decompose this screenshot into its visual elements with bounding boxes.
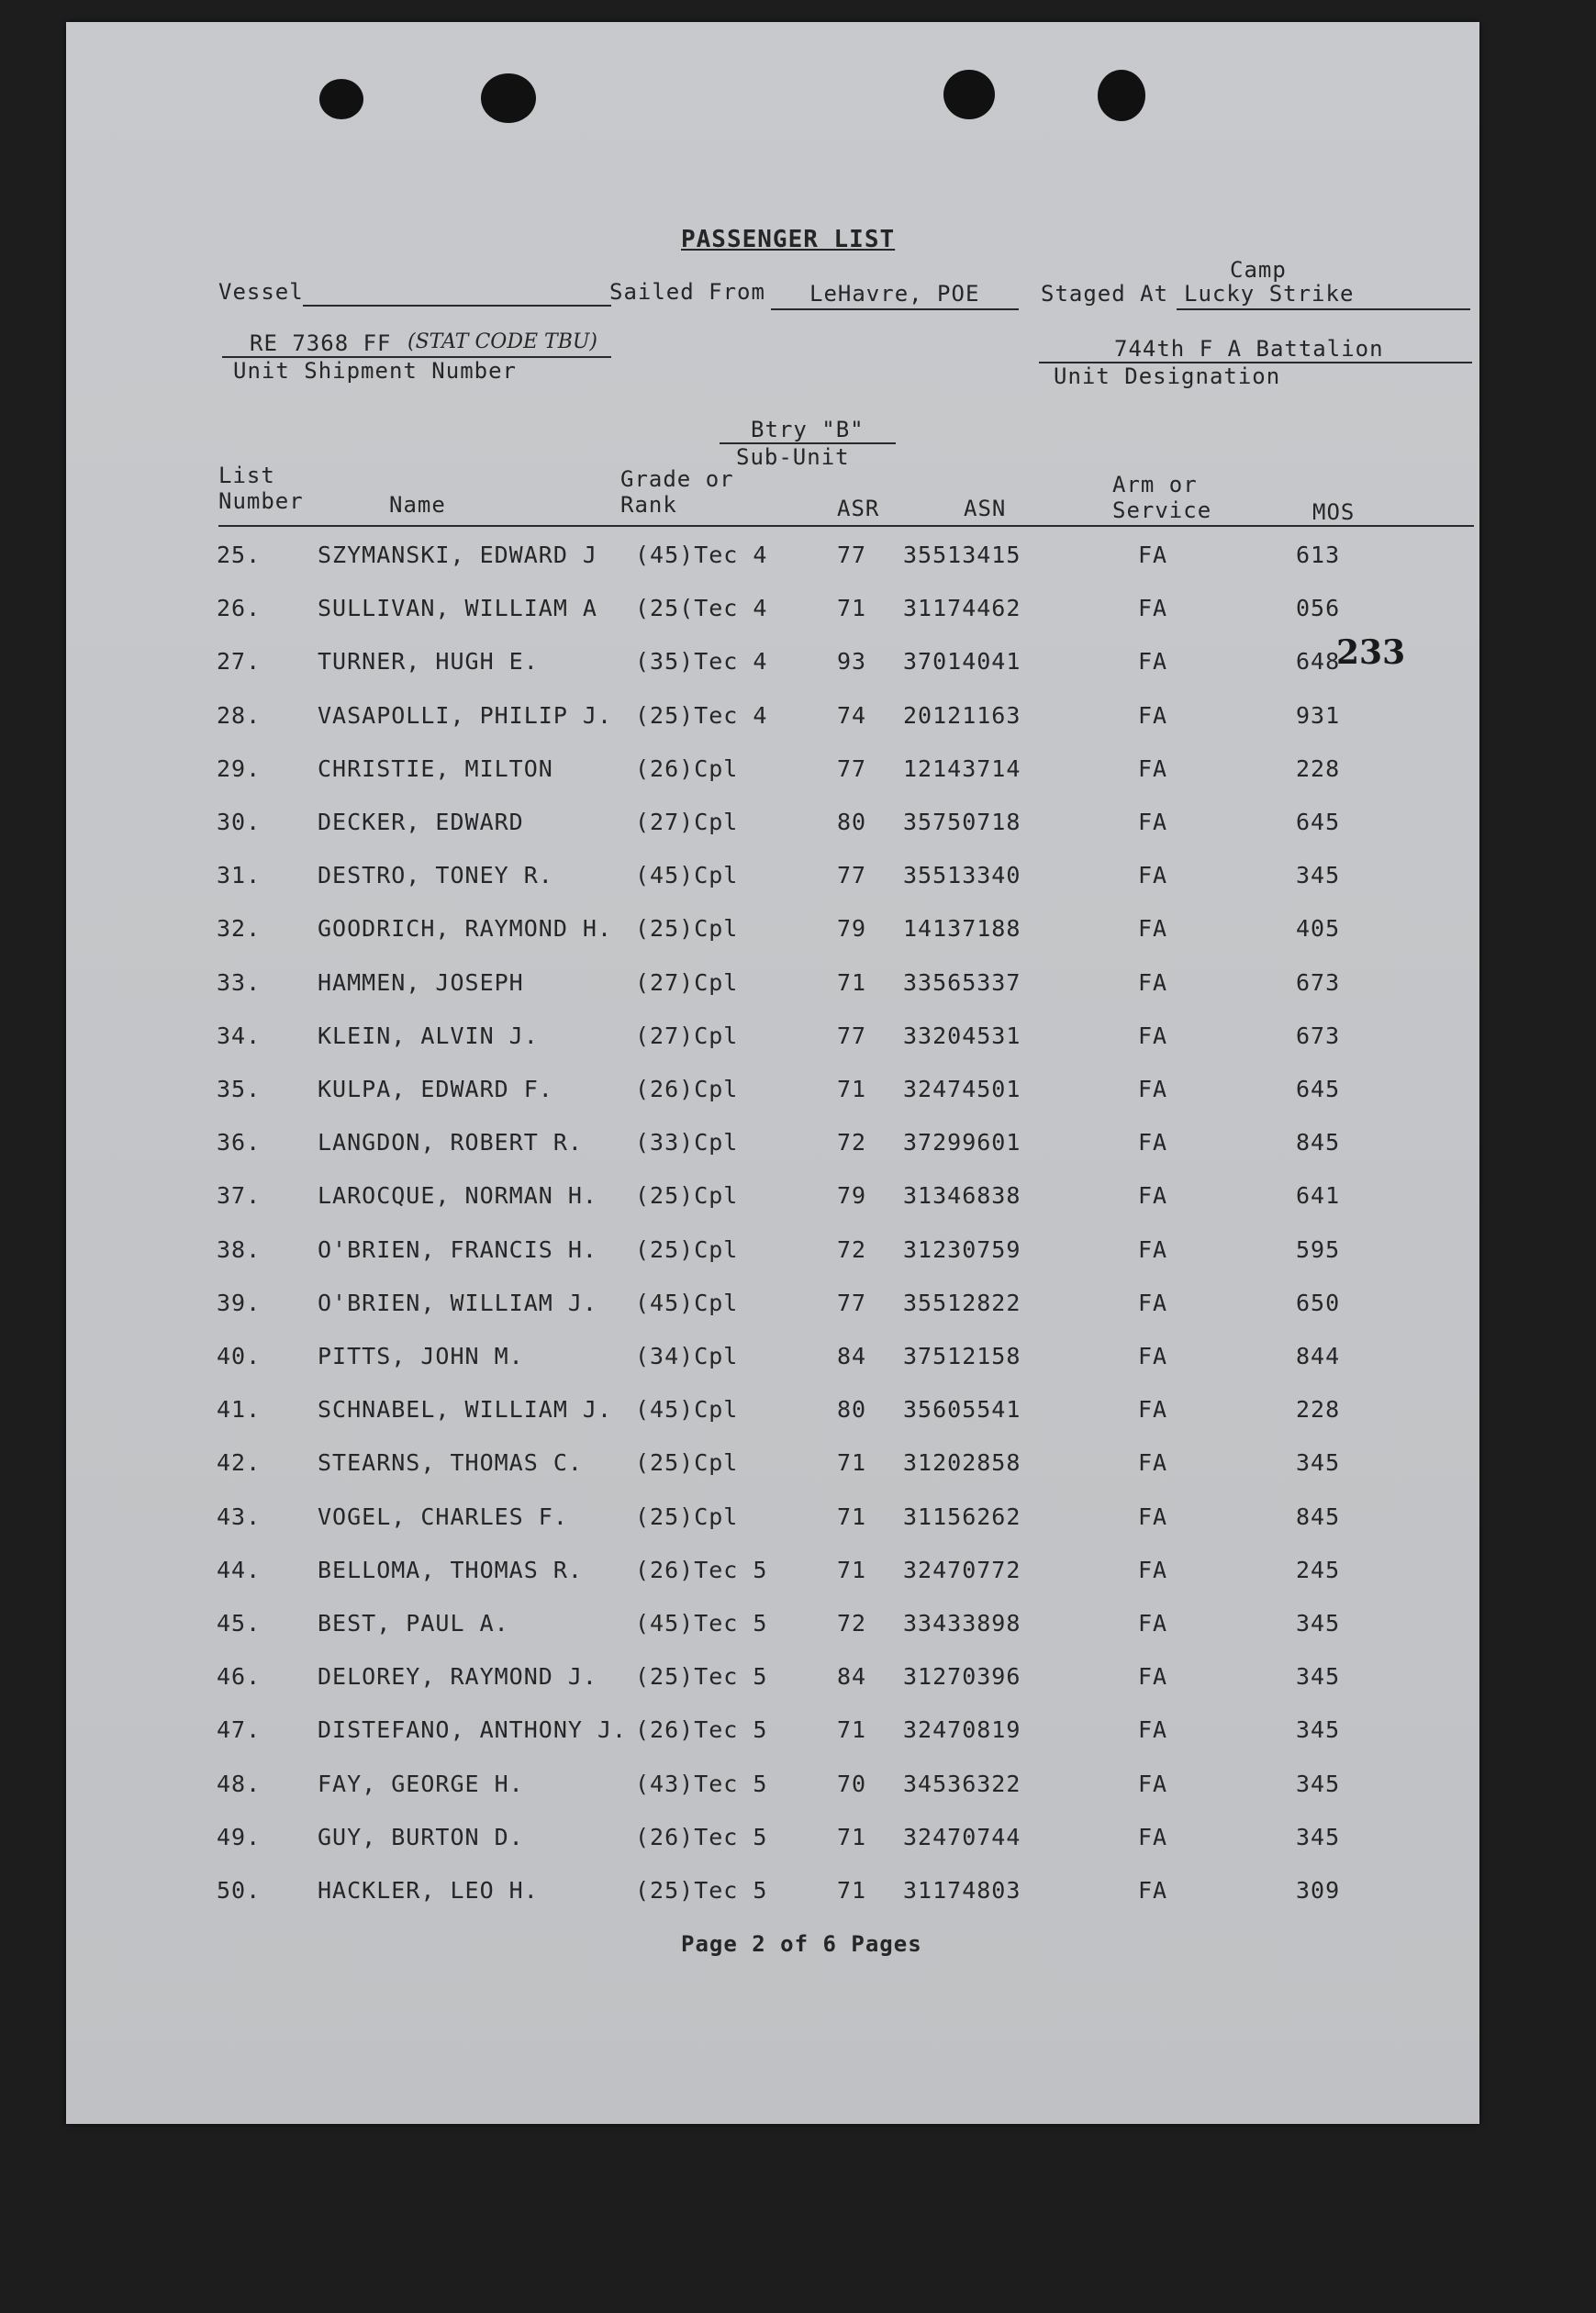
mos-code: 345	[1296, 1823, 1341, 1850]
grade-rank: (26)Tec 5	[635, 1823, 768, 1850]
col-header-asr: ASR	[837, 496, 880, 521]
passenger-name: KULPA, EDWARD F.	[318, 1076, 553, 1102]
arm-service: FA	[1138, 754, 1168, 782]
asr-score: 84	[837, 1663, 867, 1691]
asr-score: 72	[837, 1235, 867, 1263]
asn-number: 31174803	[903, 1877, 1021, 1904]
mos-code: 641	[1296, 1182, 1341, 1210]
asn-number: 20121163	[903, 701, 1021, 729]
arm-service: FA	[1138, 1235, 1168, 1263]
mos-code: 345	[1296, 1716, 1341, 1744]
passenger-name: VOGEL, CHARLES F.	[318, 1503, 568, 1530]
arm-service: FA	[1138, 1396, 1168, 1424]
arm-service: FA	[1138, 1022, 1168, 1049]
asr-score: 72	[837, 1610, 867, 1637]
asn-number: 35605541	[903, 1396, 1021, 1424]
list-number: 46.	[217, 1663, 262, 1691]
grade-rank: (27)Cpl	[635, 809, 739, 835]
mos-code: 345	[1296, 1610, 1341, 1637]
mos-code: 405	[1296, 915, 1341, 943]
list-number: 47.	[217, 1716, 262, 1744]
table-row	[66, 1449, 1479, 1493]
grade-rank: (25(Tec 4	[635, 595, 768, 622]
mos-code: 056	[1296, 595, 1341, 622]
asr-score: 93	[837, 648, 867, 676]
passenger-name: CHRISTIE, MILTON	[318, 754, 553, 782]
passenger-name: DESTRO, TONEY R.	[318, 862, 553, 889]
grade-rank: (27)Cpl	[635, 968, 739, 996]
mos-code: 613	[1296, 542, 1341, 568]
table-row	[66, 1771, 1479, 1815]
list-number: 40.	[217, 1343, 262, 1369]
asr-score: 80	[837, 1396, 867, 1424]
passenger-name: SZYMANSKI, EDWARD J	[318, 542, 597, 568]
asn-number: 32470744	[903, 1823, 1021, 1850]
asr-score: 79	[837, 915, 867, 943]
sailed-from-underline	[771, 308, 1019, 310]
vessel-underline	[303, 305, 611, 307]
arm-service: FA	[1138, 1877, 1168, 1904]
table-row	[66, 809, 1479, 853]
mos-code: 345	[1296, 1770, 1341, 1797]
mos-code: 648	[1296, 648, 1341, 676]
col-header-grade: Grade or Rank	[620, 466, 734, 518]
list-number: 48.	[217, 1770, 262, 1797]
passenger-name: O'BRIEN, FRANCIS H.	[318, 1235, 597, 1263]
sub-unit-label: Sub-Unit	[736, 444, 850, 470]
table-row	[66, 755, 1479, 799]
asr-score: 80	[837, 809, 867, 835]
col-header-mos: MOS	[1312, 499, 1356, 525]
table-row	[66, 1716, 1479, 1760]
passenger-name: BELLOMA, THOMAS R.	[318, 1556, 583, 1583]
passenger-name: KLEIN, ALVIN J.	[318, 1022, 539, 1049]
asr-score: 77	[837, 1289, 867, 1316]
list-number: 30.	[217, 809, 262, 835]
grade-rank: (35)Tec 4	[635, 648, 768, 676]
col-header-list-number: List Number	[218, 463, 304, 514]
grade-rank: (25)Cpl	[635, 915, 739, 943]
table-row	[66, 1290, 1479, 1334]
table-row	[66, 1557, 1479, 1601]
mos-code: 673	[1296, 1022, 1341, 1049]
col-header-asn: ASN	[964, 496, 1007, 521]
mos-code: 245	[1296, 1556, 1341, 1583]
arm-service: FA	[1138, 648, 1168, 676]
arm-service: FA	[1138, 968, 1168, 996]
arm-service: FA	[1138, 1770, 1168, 1797]
passenger-name: O'BRIEN, WILLIAM J.	[318, 1289, 597, 1316]
asn-number: 32470819	[903, 1716, 1021, 1744]
arm-service: FA	[1138, 915, 1168, 943]
passenger-name: HACKLER, LEO H.	[318, 1877, 539, 1904]
grade-rank: (25)Tec 5	[635, 1663, 768, 1691]
asn-number: 37512158	[903, 1343, 1021, 1369]
grade-rank: (27)Cpl	[635, 1022, 739, 1049]
table-row	[66, 702, 1479, 746]
grade-rank: (45)Tec 5	[635, 1610, 768, 1637]
asn-number: 31230759	[903, 1235, 1021, 1263]
passenger-name: SULLIVAN, WILLIAM A	[318, 595, 597, 622]
grade-rank: (25)Cpl	[635, 1449, 739, 1477]
arm-service: FA	[1138, 1449, 1168, 1477]
grade-rank: (34)Cpl	[635, 1343, 739, 1369]
passenger-name: VASAPOLLI, PHILIP J.	[318, 701, 613, 729]
arm-service: FA	[1138, 1076, 1168, 1102]
table-row	[66, 915, 1479, 959]
asr-score: 71	[837, 1449, 867, 1477]
mos-code: 845	[1296, 1129, 1341, 1156]
staged-at-label: Staged At	[1041, 281, 1169, 307]
list-number: 42.	[217, 1449, 262, 1477]
table-row	[66, 1824, 1479, 1868]
grade-rank: (25)Cpl	[635, 1182, 739, 1210]
passenger-name: FAY, GEORGE H.	[318, 1770, 524, 1797]
arm-service: FA	[1138, 1289, 1168, 1316]
table-row	[66, 1236, 1479, 1280]
list-number: 38.	[217, 1235, 262, 1263]
list-number: 50.	[217, 1877, 262, 1904]
table-row	[66, 1182, 1479, 1226]
asr-score: 84	[837, 1343, 867, 1369]
asr-score: 79	[837, 1182, 867, 1210]
mos-code: 650	[1296, 1289, 1341, 1316]
grade-rank: (45)Tec 4	[635, 542, 768, 568]
arm-service: FA	[1138, 809, 1168, 835]
passenger-name: DISTEFANO, ANTHONY J.	[318, 1716, 628, 1744]
arm-service: FA	[1138, 862, 1168, 889]
grade-rank: (33)Cpl	[635, 1129, 739, 1156]
passenger-name: LAROCQUE, NORMAN H.	[318, 1182, 597, 1210]
table-row	[66, 542, 1479, 586]
asn-number: 31174462	[903, 595, 1021, 622]
asr-score: 77	[837, 1022, 867, 1049]
asn-number: 33565337	[903, 968, 1021, 996]
passenger-name: GUY, BURTON D.	[318, 1823, 524, 1850]
mos-code: 228	[1296, 754, 1341, 782]
punch-hole	[943, 70, 995, 119]
grade-rank: (26)Cpl	[635, 754, 739, 782]
asr-score: 71	[837, 1877, 867, 1904]
grade-rank: (25)Cpl	[635, 1235, 739, 1263]
list-number: 41.	[217, 1396, 262, 1424]
grade-rank: (25)Tec 4	[635, 701, 768, 729]
asr-score: 77	[837, 754, 867, 782]
passenger-name: GOODRICH, RAYMOND H.	[318, 915, 613, 943]
col-header-name: Name	[389, 492, 446, 518]
list-number: 27.	[217, 648, 262, 676]
list-number: 36.	[217, 1129, 262, 1156]
grade-rank: (26)Tec 5	[635, 1556, 768, 1583]
passenger-name: TURNER, HUGH E.	[318, 648, 539, 676]
arm-service: FA	[1138, 1716, 1168, 1744]
mos-code: 345	[1296, 862, 1341, 889]
list-number: 37.	[217, 1182, 262, 1210]
list-number: 26.	[217, 595, 262, 622]
asn-number: 33204531	[903, 1022, 1021, 1049]
table-row	[66, 595, 1479, 639]
grade-rank: (25)Tec 5	[635, 1877, 768, 1904]
passenger-name: HAMMEN, JOSEPH	[318, 968, 524, 996]
unit-shipment-label: Unit Shipment Number	[233, 358, 517, 384]
table-row	[66, 969, 1479, 1013]
asn-number: 35750718	[903, 809, 1021, 835]
arm-service: FA	[1138, 1610, 1168, 1637]
grade-rank: (26)Tec 5	[635, 1716, 768, 1744]
list-number: 35.	[217, 1076, 262, 1102]
table-row	[66, 1396, 1479, 1440]
passenger-name: DECKER, EDWARD	[318, 809, 524, 835]
asr-score: 71	[837, 595, 867, 622]
list-number: 28.	[217, 701, 262, 729]
asn-number: 33433898	[903, 1610, 1021, 1637]
sub-unit-value: Btry "B"	[751, 417, 865, 442]
asn-number: 35512822	[903, 1289, 1021, 1316]
list-number: 45.	[217, 1610, 262, 1637]
list-number: 33.	[217, 968, 262, 996]
arm-service: FA	[1138, 1503, 1168, 1530]
grade-rank: (45)Cpl	[635, 1289, 739, 1316]
asn-number: 32470772	[903, 1556, 1021, 1583]
mos-code: 673	[1296, 968, 1341, 996]
mos-code: 645	[1296, 1076, 1341, 1102]
staged-at-value: Lucky Strike	[1184, 281, 1355, 307]
list-number: 34.	[217, 1022, 262, 1049]
mos-code: 228	[1296, 1396, 1341, 1424]
table-row	[66, 648, 1479, 692]
handwritten-stat-code: (STAT CODE TBU)	[407, 330, 598, 353]
asr-score: 77	[837, 862, 867, 889]
mos-code: 345	[1296, 1449, 1341, 1477]
arm-service: FA	[1138, 595, 1168, 622]
mos-code: 309	[1296, 1877, 1341, 1904]
staged-at-camp: Camp	[1230, 257, 1287, 283]
list-number: 44.	[217, 1556, 262, 1583]
asn-number: 31202858	[903, 1449, 1021, 1477]
arm-service: FA	[1138, 701, 1168, 729]
passenger-name: DELOREY, RAYMOND J.	[318, 1663, 597, 1691]
list-number: 49.	[217, 1823, 262, 1850]
passenger-name: PITTS, JOHN M.	[318, 1343, 524, 1369]
document-page	[66, 22, 1479, 2124]
asn-number: 35513340	[903, 862, 1021, 889]
list-number: 43.	[217, 1503, 262, 1530]
asn-number: 37299601	[903, 1129, 1021, 1156]
page-footer: Page 2 of 6 Pages	[681, 1931, 922, 1957]
arm-service: FA	[1138, 1343, 1168, 1369]
table-row	[66, 1877, 1479, 1921]
asr-score: 72	[837, 1129, 867, 1156]
asr-score: 71	[837, 1823, 867, 1850]
table-row	[66, 1610, 1479, 1654]
punch-hole	[1098, 70, 1145, 121]
passenger-name: SCHNABEL, WILLIAM J.	[318, 1396, 613, 1424]
asr-score: 71	[837, 1503, 867, 1530]
header-rule	[218, 525, 1474, 527]
mos-code: 931	[1296, 701, 1341, 729]
asn-number: 37014041	[903, 648, 1021, 676]
mos-code: 844	[1296, 1343, 1341, 1369]
table-row	[66, 1129, 1479, 1173]
mos-code: 595	[1296, 1235, 1341, 1263]
asn-number: 35513415	[903, 542, 1021, 568]
asn-number: 34536322	[903, 1770, 1021, 1797]
grade-rank: (25)Cpl	[635, 1503, 739, 1530]
passenger-name: STEARNS, THOMAS C.	[318, 1449, 583, 1477]
asn-number: 14137188	[903, 915, 1021, 943]
unit-shipment-number: RE 7368 FF	[250, 330, 392, 356]
arm-service: FA	[1138, 1182, 1168, 1210]
table-row	[66, 1022, 1479, 1067]
document-title: PASSENGER LIST	[681, 226, 896, 253]
table-row	[66, 1503, 1479, 1548]
asr-score: 71	[837, 1716, 867, 1744]
arm-service: FA	[1138, 542, 1168, 568]
grade-rank: (26)Cpl	[635, 1076, 739, 1102]
punch-hole	[319, 79, 363, 119]
vessel-label: Vessel	[218, 279, 304, 305]
asn-number: 31346838	[903, 1182, 1021, 1210]
asr-score: 71	[837, 1076, 867, 1102]
list-number: 25.	[217, 542, 262, 568]
table-row	[66, 862, 1479, 906]
asr-score: 70	[837, 1770, 867, 1797]
mos-code: 845	[1296, 1503, 1341, 1530]
staged-at-underline	[1177, 308, 1470, 310]
table-row	[66, 1663, 1479, 1707]
asr-score: 71	[837, 968, 867, 996]
grade-rank: (43)Tec 5	[635, 1770, 768, 1797]
arm-service: FA	[1138, 1556, 1168, 1583]
asr-score: 71	[837, 1556, 867, 1583]
asn-number: 32474501	[903, 1076, 1021, 1102]
asn-number: 12143714	[903, 754, 1021, 782]
list-number: 29.	[217, 754, 262, 782]
punch-hole	[481, 73, 536, 123]
unit-designation-label: Unit Designation	[1054, 363, 1281, 389]
arm-service: FA	[1138, 1823, 1168, 1850]
table-row	[66, 1076, 1479, 1120]
passenger-name: LANGDON, ROBERT R.	[318, 1129, 583, 1156]
arm-service: FA	[1138, 1663, 1168, 1691]
unit-designation-value: 744th F A Battalion	[1114, 336, 1384, 362]
sailed-from-value: LeHavre, POE	[809, 281, 980, 307]
asn-number: 31270396	[903, 1663, 1021, 1691]
list-number: 32.	[217, 915, 262, 943]
passenger-name: BEST, PAUL A.	[318, 1610, 509, 1637]
asr-score: 74	[837, 701, 867, 729]
col-header-arm: Arm or Service	[1112, 472, 1212, 523]
list-number: 31.	[217, 862, 262, 889]
mos-code: 345	[1296, 1663, 1341, 1691]
grade-rank: (45)Cpl	[635, 862, 739, 889]
page-stamp-number: 233	[1336, 633, 1406, 672]
table-row	[66, 1343, 1479, 1387]
list-number: 39.	[217, 1289, 262, 1316]
sailed-from-label: Sailed From	[609, 279, 765, 305]
asn-number: 31156262	[903, 1503, 1021, 1530]
asr-score: 77	[837, 542, 867, 568]
arm-service: FA	[1138, 1129, 1168, 1156]
grade-rank: (45)Cpl	[635, 1396, 739, 1424]
mos-code: 645	[1296, 809, 1341, 835]
